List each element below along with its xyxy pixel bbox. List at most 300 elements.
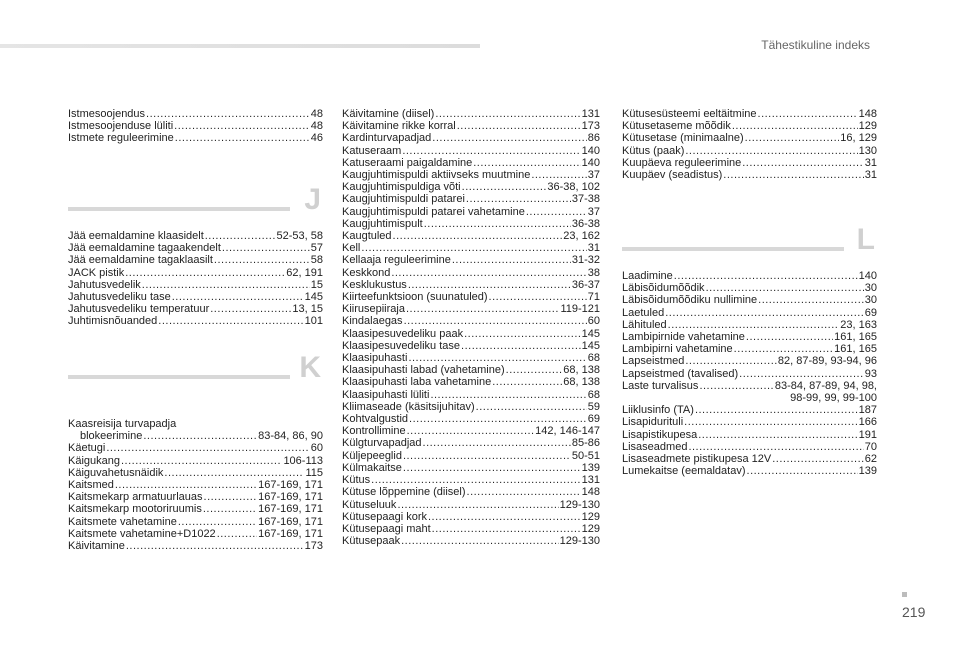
index-entry	[342, 486, 600, 498]
index-entry	[342, 462, 600, 474]
index-entry	[342, 242, 600, 254]
dot-leader	[361, 242, 586, 254]
index-entry	[342, 206, 600, 218]
dot-leader	[403, 462, 581, 474]
entry-pages: 68	[587, 352, 600, 365]
entry-pages: 83-84, 86, 90	[258, 430, 323, 443]
entry-pages: 187	[858, 404, 877, 417]
entry-pages: 82, 87-89, 93-94, 96	[777, 355, 877, 368]
entry-name: Klaasipuhasti laba vahetamine	[342, 376, 492, 389]
index-entry	[342, 523, 600, 535]
entry-name: Lapseistmed (tavalised)	[622, 367, 739, 380]
index-entry	[622, 120, 877, 132]
entry-name: Klaasipuhasti lüliti	[342, 388, 430, 401]
index-entry	[68, 254, 323, 266]
divider-bar	[622, 247, 844, 251]
dot-leader	[665, 307, 864, 319]
index-entry	[342, 303, 600, 315]
index-entry	[622, 145, 877, 157]
index-entry	[342, 328, 600, 340]
index-entry	[622, 441, 877, 453]
entry-pages: 148	[581, 486, 600, 499]
entry-name: Keskkond	[342, 266, 391, 279]
index-entry	[68, 267, 323, 279]
index-group-l	[622, 270, 877, 477]
dot-leader	[406, 303, 559, 315]
index-entry	[68, 503, 323, 515]
entry-pages: 68	[587, 388, 600, 401]
entry-pages: 60	[587, 315, 600, 328]
dot-leader	[489, 291, 587, 303]
index-entry	[68, 230, 323, 242]
entry-pages: 173	[581, 120, 600, 133]
entry-pages: 46	[310, 132, 323, 145]
dot-leader	[121, 455, 282, 467]
entry-pages: 37	[587, 169, 600, 182]
index-entry	[622, 368, 877, 380]
entry-name: Külgturvapadjad	[342, 437, 422, 450]
dot-leader	[204, 491, 258, 503]
entry-name: Lähituled	[622, 318, 667, 331]
entry-name: Kütus (paak)	[622, 144, 685, 157]
index-entry	[622, 307, 877, 319]
letter-divider-l	[622, 223, 877, 262]
entry-pages: 52-53, 58	[276, 230, 323, 242]
index-entry	[342, 291, 600, 303]
index-entry	[622, 270, 877, 282]
dot-leader	[175, 132, 310, 144]
dot-leader	[178, 516, 257, 528]
dot-leader	[172, 291, 304, 303]
dot-leader	[464, 328, 581, 340]
index-entry	[342, 401, 600, 413]
entry-name: Kiirusepiiraja	[342, 303, 405, 316]
index-entry	[622, 294, 877, 306]
index-entry	[622, 343, 877, 355]
dot-leader	[734, 343, 834, 355]
entry-name: Istmesoojenduse lüliti	[68, 120, 174, 133]
index-entry	[622, 453, 877, 465]
entry-name: Kuupäev (seadistus)	[622, 169, 723, 182]
dot-leader	[526, 206, 587, 218]
entry-pages: 37-38	[571, 193, 600, 206]
entry-pages: 69	[587, 413, 600, 426]
entry-name: Lambipirnide vahetamine	[622, 331, 745, 344]
index-entry	[622, 331, 877, 343]
entry-pages: 129-130	[559, 498, 600, 511]
entry-pages: 142, 146-147	[535, 425, 600, 438]
index-entry	[68, 279, 323, 291]
entry-name: Jää eemaldamine tagaklaasilt	[68, 254, 213, 267]
index-entry	[622, 355, 877, 367]
entry-pages: 31	[864, 169, 877, 182]
entry-name: Kohtvalgustid	[342, 413, 409, 426]
entry-name: blokeerimine	[80, 430, 143, 443]
dot-leader	[706, 282, 864, 294]
section-letter: J	[304, 183, 321, 216]
entry-name: Laadimine	[622, 270, 673, 282]
dot-leader	[106, 442, 309, 454]
index-entry	[342, 157, 600, 169]
entry-pages: 131	[581, 474, 600, 487]
index-entry	[342, 499, 600, 511]
entry-name: Lumekaitse (eemaldatav)	[622, 465, 746, 478]
entry-name: Jahutusvedeliku tase	[68, 291, 171, 304]
entry-pages: 59	[587, 400, 600, 413]
entry-name: Juhtimisnõuanded	[68, 315, 158, 328]
entry-pages: 139	[858, 465, 877, 478]
index-entry	[68, 540, 323, 552]
entry-name: Kaugjuhtimispult	[342, 217, 423, 230]
dot-leader	[408, 279, 571, 291]
entry-name: Kardinturvapadjad	[342, 132, 432, 145]
entry-pages: 166	[858, 416, 877, 429]
entry-pages: 161, 165	[834, 331, 877, 344]
index-entry	[342, 108, 600, 120]
index-entry	[342, 254, 600, 266]
index-entry	[342, 425, 600, 437]
index-entry	[342, 376, 600, 388]
dot-leader	[164, 467, 304, 479]
index-entry	[68, 467, 323, 479]
index-entry	[342, 364, 600, 376]
entry-name: Lapseistmed	[622, 355, 685, 368]
entry-pages: 140	[581, 156, 600, 169]
dot-leader	[407, 425, 535, 437]
entry-pages: 129-130	[559, 535, 600, 548]
index-entry	[342, 535, 600, 547]
index-column-3	[622, 0, 877, 649]
entry-name: Liiklusinfo (TA)	[622, 404, 694, 417]
index-entry	[68, 303, 323, 315]
index-column-1	[68, 0, 323, 649]
dot-leader	[506, 364, 563, 376]
index-entry	[68, 108, 323, 120]
index-entry	[622, 132, 877, 144]
letter-divider-k	[68, 351, 323, 390]
entry-name: Katuseraami paigaldamine	[342, 156, 473, 169]
entry-pages: 23, 163	[840, 318, 877, 331]
entry-pages: 129	[581, 510, 600, 523]
entry-name: Külmakaitse	[342, 461, 402, 474]
entry-pages: 31	[587, 242, 600, 255]
index-entry	[622, 392, 877, 404]
entry-name: Kütusepaak	[342, 535, 401, 548]
entry-pages: 101	[304, 315, 323, 328]
entry-name: Kaitsmekarp mootoriruumis	[68, 503, 202, 516]
index-entry	[342, 181, 600, 193]
index-entry	[622, 157, 877, 169]
dot-leader	[684, 416, 857, 428]
entry-name: Käivitamine (diisel)	[342, 108, 435, 120]
entry-pages: 167-169, 171	[258, 491, 323, 504]
section-title: Tähestikuline indeks	[761, 38, 870, 52]
dot-leader	[428, 511, 581, 523]
dot-leader	[222, 242, 310, 254]
entry-pages: 167-169, 171	[258, 515, 323, 528]
entry-pages: 38	[587, 266, 600, 279]
dot-leader	[210, 303, 291, 315]
entry-pages: 167-169, 171	[258, 479, 323, 492]
dot-leader	[466, 193, 571, 205]
index-group-j	[68, 230, 323, 328]
index-entry	[68, 291, 323, 303]
dot-leader	[432, 132, 586, 144]
index-entry	[342, 450, 600, 462]
dot-leader	[424, 218, 571, 230]
index-entry	[342, 193, 600, 205]
index-entry	[342, 267, 600, 279]
entry-pages: 70	[864, 440, 877, 453]
index-entry	[342, 279, 600, 291]
entry-name: Kaugjuhtimispuldi patarei vahetamine	[342, 205, 525, 218]
dot-leader	[371, 474, 581, 486]
index-entry-heading	[68, 418, 323, 430]
dot-leader	[203, 503, 257, 515]
dot-leader	[467, 486, 581, 498]
entry-name: Jää eemaldamine klaasidelt	[68, 230, 204, 242]
entry-name: Käiguvahetusnäidik	[68, 466, 164, 479]
entry-pages: 68, 138	[563, 364, 600, 377]
entry-name: Kaasreisija turvapadja	[68, 418, 177, 430]
entry-name: JACK pistik	[68, 266, 125, 279]
index-entry	[342, 218, 600, 230]
dot-leader	[402, 145, 580, 157]
dot-leader	[772, 453, 864, 465]
dot-leader	[158, 315, 303, 327]
letter-divider-j	[68, 183, 323, 222]
index-group-k	[68, 418, 323, 552]
entry-pages: 131	[581, 108, 600, 120]
entry-pages: 173	[304, 540, 323, 553]
divider-bar	[68, 207, 290, 211]
entry-name: Käivitamine rikke korral	[342, 120, 456, 133]
entry-name: Kaugjuhtimispuldiga võti	[342, 181, 461, 194]
dot-leader	[746, 331, 833, 343]
entry-name: Kesklukustus	[342, 278, 407, 291]
entry-pages: 71	[587, 291, 600, 304]
entry-name: Lisapistikupesa	[622, 428, 698, 441]
entry-pages: 31	[864, 156, 877, 169]
entry-pages: 85-86	[571, 437, 600, 450]
index-entry	[68, 516, 323, 528]
entry-pages: 106-113	[283, 454, 323, 467]
entry-pages: 139	[581, 461, 600, 474]
dot-leader	[214, 254, 310, 266]
index-entry	[68, 479, 323, 491]
dot-leader	[685, 355, 777, 367]
index-entry	[342, 389, 600, 401]
dot-leader	[432, 523, 581, 535]
entry-name: Läbisõidumõõdik	[622, 282, 705, 295]
dot-leader	[685, 145, 857, 157]
dot-leader	[457, 120, 581, 132]
entry-name: Käigukang	[68, 454, 120, 467]
dot-leader	[461, 340, 581, 352]
page-number: 219	[902, 604, 926, 620]
dot-leader	[393, 230, 563, 242]
dot-leader	[423, 437, 571, 449]
dot-leader	[391, 267, 586, 279]
entry-name: Katuseraam	[342, 144, 402, 157]
entry-name: Kliimaseade (käsitsijuhitav)	[342, 400, 475, 413]
dot-leader	[668, 319, 840, 331]
dot-leader	[401, 535, 559, 547]
entry-pages: 62	[864, 453, 877, 466]
entry-pages: 36-38, 102	[547, 181, 600, 194]
entry-pages: 98-99, 99, 99-100	[790, 392, 877, 405]
entry-pages: 62, 191	[286, 266, 323, 279]
dot-leader	[126, 540, 304, 552]
entry-name: Lisaseadmed	[622, 440, 688, 453]
index-entry	[68, 528, 323, 540]
entry-pages: 69	[864, 306, 877, 319]
entry-pages: 48	[310, 120, 323, 133]
entry-name: Jahutusvedelik	[68, 278, 141, 291]
dot-leader	[125, 267, 285, 279]
entry-name: Kell	[342, 242, 361, 255]
index-entry	[68, 132, 323, 144]
index-entry	[342, 120, 600, 132]
entry-pages: 13, 15	[292, 303, 323, 316]
index-entry	[68, 430, 323, 442]
dot-leader	[531, 169, 586, 181]
entry-pages: 93	[864, 367, 877, 380]
entry-pages: 167-169, 171	[258, 503, 323, 516]
entry-name: Klaasipesuvedeliku tase	[342, 339, 461, 352]
index-entry	[342, 413, 600, 425]
dot-leader	[723, 169, 863, 181]
entry-pages: 145	[304, 291, 323, 304]
dot-leader	[143, 430, 257, 442]
entry-pages: 58	[310, 254, 323, 267]
dot-leader	[492, 376, 562, 388]
entry-name: Kütusetaseme mõõdik	[622, 120, 731, 133]
entry-name: Kaitsmete vahetamine+D1022	[68, 527, 216, 540]
dot-leader	[695, 404, 858, 416]
dot-leader	[430, 389, 586, 401]
entry-name: Kütuseluuk	[342, 498, 397, 511]
entry-pages: 115	[305, 466, 323, 479]
dot-leader	[732, 120, 858, 132]
entry-pages: 145	[581, 339, 600, 352]
entry-name: Kaugjuhtimispuldi patarei	[342, 193, 465, 206]
entry-pages: 140	[858, 270, 877, 282]
entry-name: Kaugjuhtimispuldi aktiivseks muutmine	[342, 169, 531, 182]
entry-pages: 15	[310, 278, 323, 291]
entry-pages: 129	[858, 120, 877, 133]
entry-name: Kütusepaagi kork	[342, 510, 427, 523]
index-entry	[68, 315, 323, 327]
entry-name: Istmete reguleerimine	[68, 132, 174, 145]
dot-leader	[403, 450, 571, 462]
index-entry	[342, 315, 600, 327]
index-entry	[68, 120, 323, 132]
entry-pages: 23, 162	[563, 230, 600, 243]
entry-name: Kontrollimine	[342, 425, 406, 438]
entry-pages: 30	[864, 294, 877, 307]
entry-name: Laste turvalisus	[622, 379, 699, 392]
entry-pages: 16, 129	[840, 132, 877, 145]
dot-leader	[174, 120, 310, 132]
dot-leader	[758, 294, 864, 306]
entry-pages: 60	[310, 442, 323, 455]
dot-leader	[739, 368, 864, 380]
entry-name: Kütusesüsteemi eeltäitmine	[622, 108, 757, 120]
entry-pages: 191	[858, 428, 877, 441]
entry-name: Klaasipuhasti	[342, 352, 408, 365]
entry-name: Käetugi	[68, 442, 106, 455]
dot-leader	[115, 479, 257, 491]
index-entry	[68, 455, 323, 467]
entry-pages: 167-169, 171	[258, 527, 323, 540]
section-letter: K	[299, 351, 321, 384]
index-entry	[622, 429, 877, 441]
index-entry	[342, 145, 600, 157]
index-entry	[622, 416, 877, 428]
dot-leader	[745, 132, 840, 144]
entry-name: Kiirteefunktsioon (suunatuled)	[342, 291, 488, 304]
index-entry	[622, 108, 877, 120]
index-entry	[342, 340, 600, 352]
entry-name: Kaitsmed	[68, 479, 114, 492]
index-entry	[622, 169, 877, 181]
dot-leader	[435, 108, 580, 120]
index-entry	[342, 230, 600, 242]
dot-leader	[462, 181, 547, 193]
index-entry	[342, 352, 600, 364]
dot-leader	[742, 157, 864, 169]
dot-leader	[476, 401, 587, 413]
entry-name: Lisaseadmete pistikupesa 12V	[622, 453, 772, 466]
index-group-k-cont	[342, 108, 600, 547]
index-entry	[622, 465, 877, 477]
index-entry	[622, 319, 877, 331]
dot-leader	[699, 380, 773, 392]
entry-name: Jää eemaldamine tagaakendelt	[68, 242, 221, 255]
entry-pages: 57	[310, 242, 323, 255]
entry-name: Kütusetase (minimaalne)	[622, 132, 744, 145]
entry-pages: 140	[581, 144, 600, 157]
entry-name: Läbisõidumõõdiku nullimine	[622, 294, 758, 307]
entry-pages: 36-37	[571, 278, 600, 291]
entry-name: Kindalaegas	[342, 315, 403, 328]
entry-name: Klaasipuhasti labad (vahetamine)	[342, 364, 505, 377]
dot-leader	[452, 254, 571, 266]
entry-pages: 31-32	[571, 254, 600, 267]
index-entry	[68, 442, 323, 454]
index-entry	[342, 474, 600, 486]
index-group-k-end	[622, 108, 877, 181]
entry-name: Kellaaja reguleerimine	[342, 254, 451, 267]
entry-name: Istmesoojendus	[68, 108, 146, 120]
entry-pages: 83-84, 87-89, 94, 98,	[774, 379, 877, 392]
dot-leader	[397, 499, 558, 511]
entry-pages: 145	[581, 327, 600, 340]
entry-pages: 130	[858, 144, 877, 157]
dot-leader	[404, 315, 587, 327]
index-entry	[622, 282, 877, 294]
entry-pages: 30	[864, 282, 877, 295]
index-entry	[622, 380, 877, 392]
index-entry	[342, 169, 600, 181]
entry-pages: 148	[858, 108, 877, 120]
entry-pages: 86	[587, 132, 600, 145]
entry-pages: 161, 165	[834, 343, 877, 356]
entry-name: Kütus	[342, 474, 371, 487]
entry-name: Kaitsmekarp armatuurlauas	[68, 491, 203, 504]
entry-name: Lisapidurituli	[622, 416, 684, 429]
